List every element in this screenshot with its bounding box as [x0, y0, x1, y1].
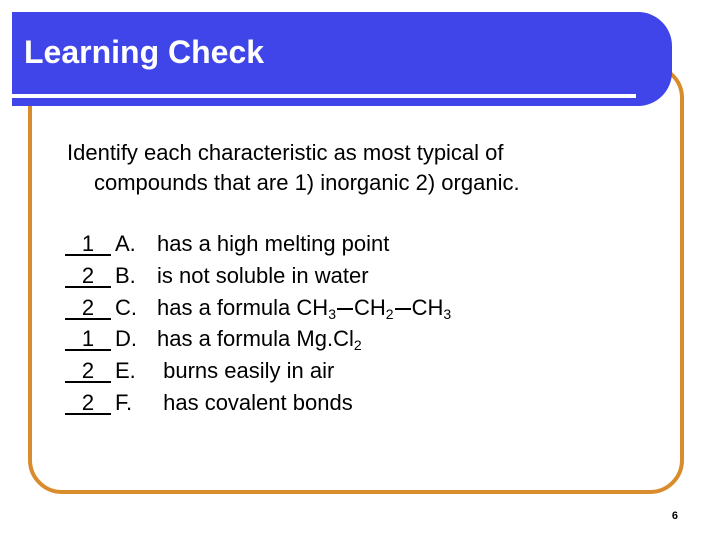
list-item [65, 292, 451, 324]
answer-blank: 2 [65, 361, 111, 383]
bond-line [337, 308, 353, 310]
formula-text: CH [353, 294, 386, 320]
list-item [65, 387, 451, 419]
list-item [65, 260, 451, 292]
prompt-line-2: compounds that are 1) inorganic 2) organic. [94, 170, 520, 195]
formula-text: has a formula CH [157, 294, 329, 320]
item-letter: E. [115, 358, 136, 384]
item-text: has a high melting point [157, 231, 390, 256]
answer-blank: 2 [65, 393, 111, 415]
list-item [65, 228, 451, 260]
answer-blank: 2 [65, 298, 111, 320]
bond-line [395, 308, 411, 310]
item-letter: B. [115, 262, 136, 288]
item-text: has covalent bonds [157, 389, 353, 415]
question-prompt [67, 138, 520, 198]
formula-subscript: 3 [443, 305, 452, 322]
formula-subscript: 2 [353, 337, 362, 354]
title-underline [12, 94, 636, 98]
prompt-line-1: Identify each characteristic as most typical of [67, 140, 504, 165]
list-item [65, 323, 451, 355]
item-letter: A. [115, 231, 136, 256]
page-number: 6 [671, 510, 678, 522]
item-letter: D. [115, 326, 137, 352]
formula-text: CH [411, 294, 444, 320]
item-letter: F. [115, 389, 133, 415]
item-letter: C. [115, 294, 137, 320]
item-text: is not soluble in water [157, 262, 369, 288]
formula-text: has a formula Mg.Cl [157, 326, 354, 352]
answer-blank: 1 [65, 234, 111, 256]
slide-title: Learning Check [24, 34, 265, 70]
formula-subscript: 2 [385, 305, 394, 322]
item-text: burns easily in air [157, 358, 335, 384]
answer-blank: 1 [65, 329, 111, 351]
characteristic-list [65, 228, 451, 419]
formula-subscript: 3 [328, 305, 336, 322]
list-item [65, 355, 451, 387]
answer-blank: 2 [65, 266, 111, 288]
